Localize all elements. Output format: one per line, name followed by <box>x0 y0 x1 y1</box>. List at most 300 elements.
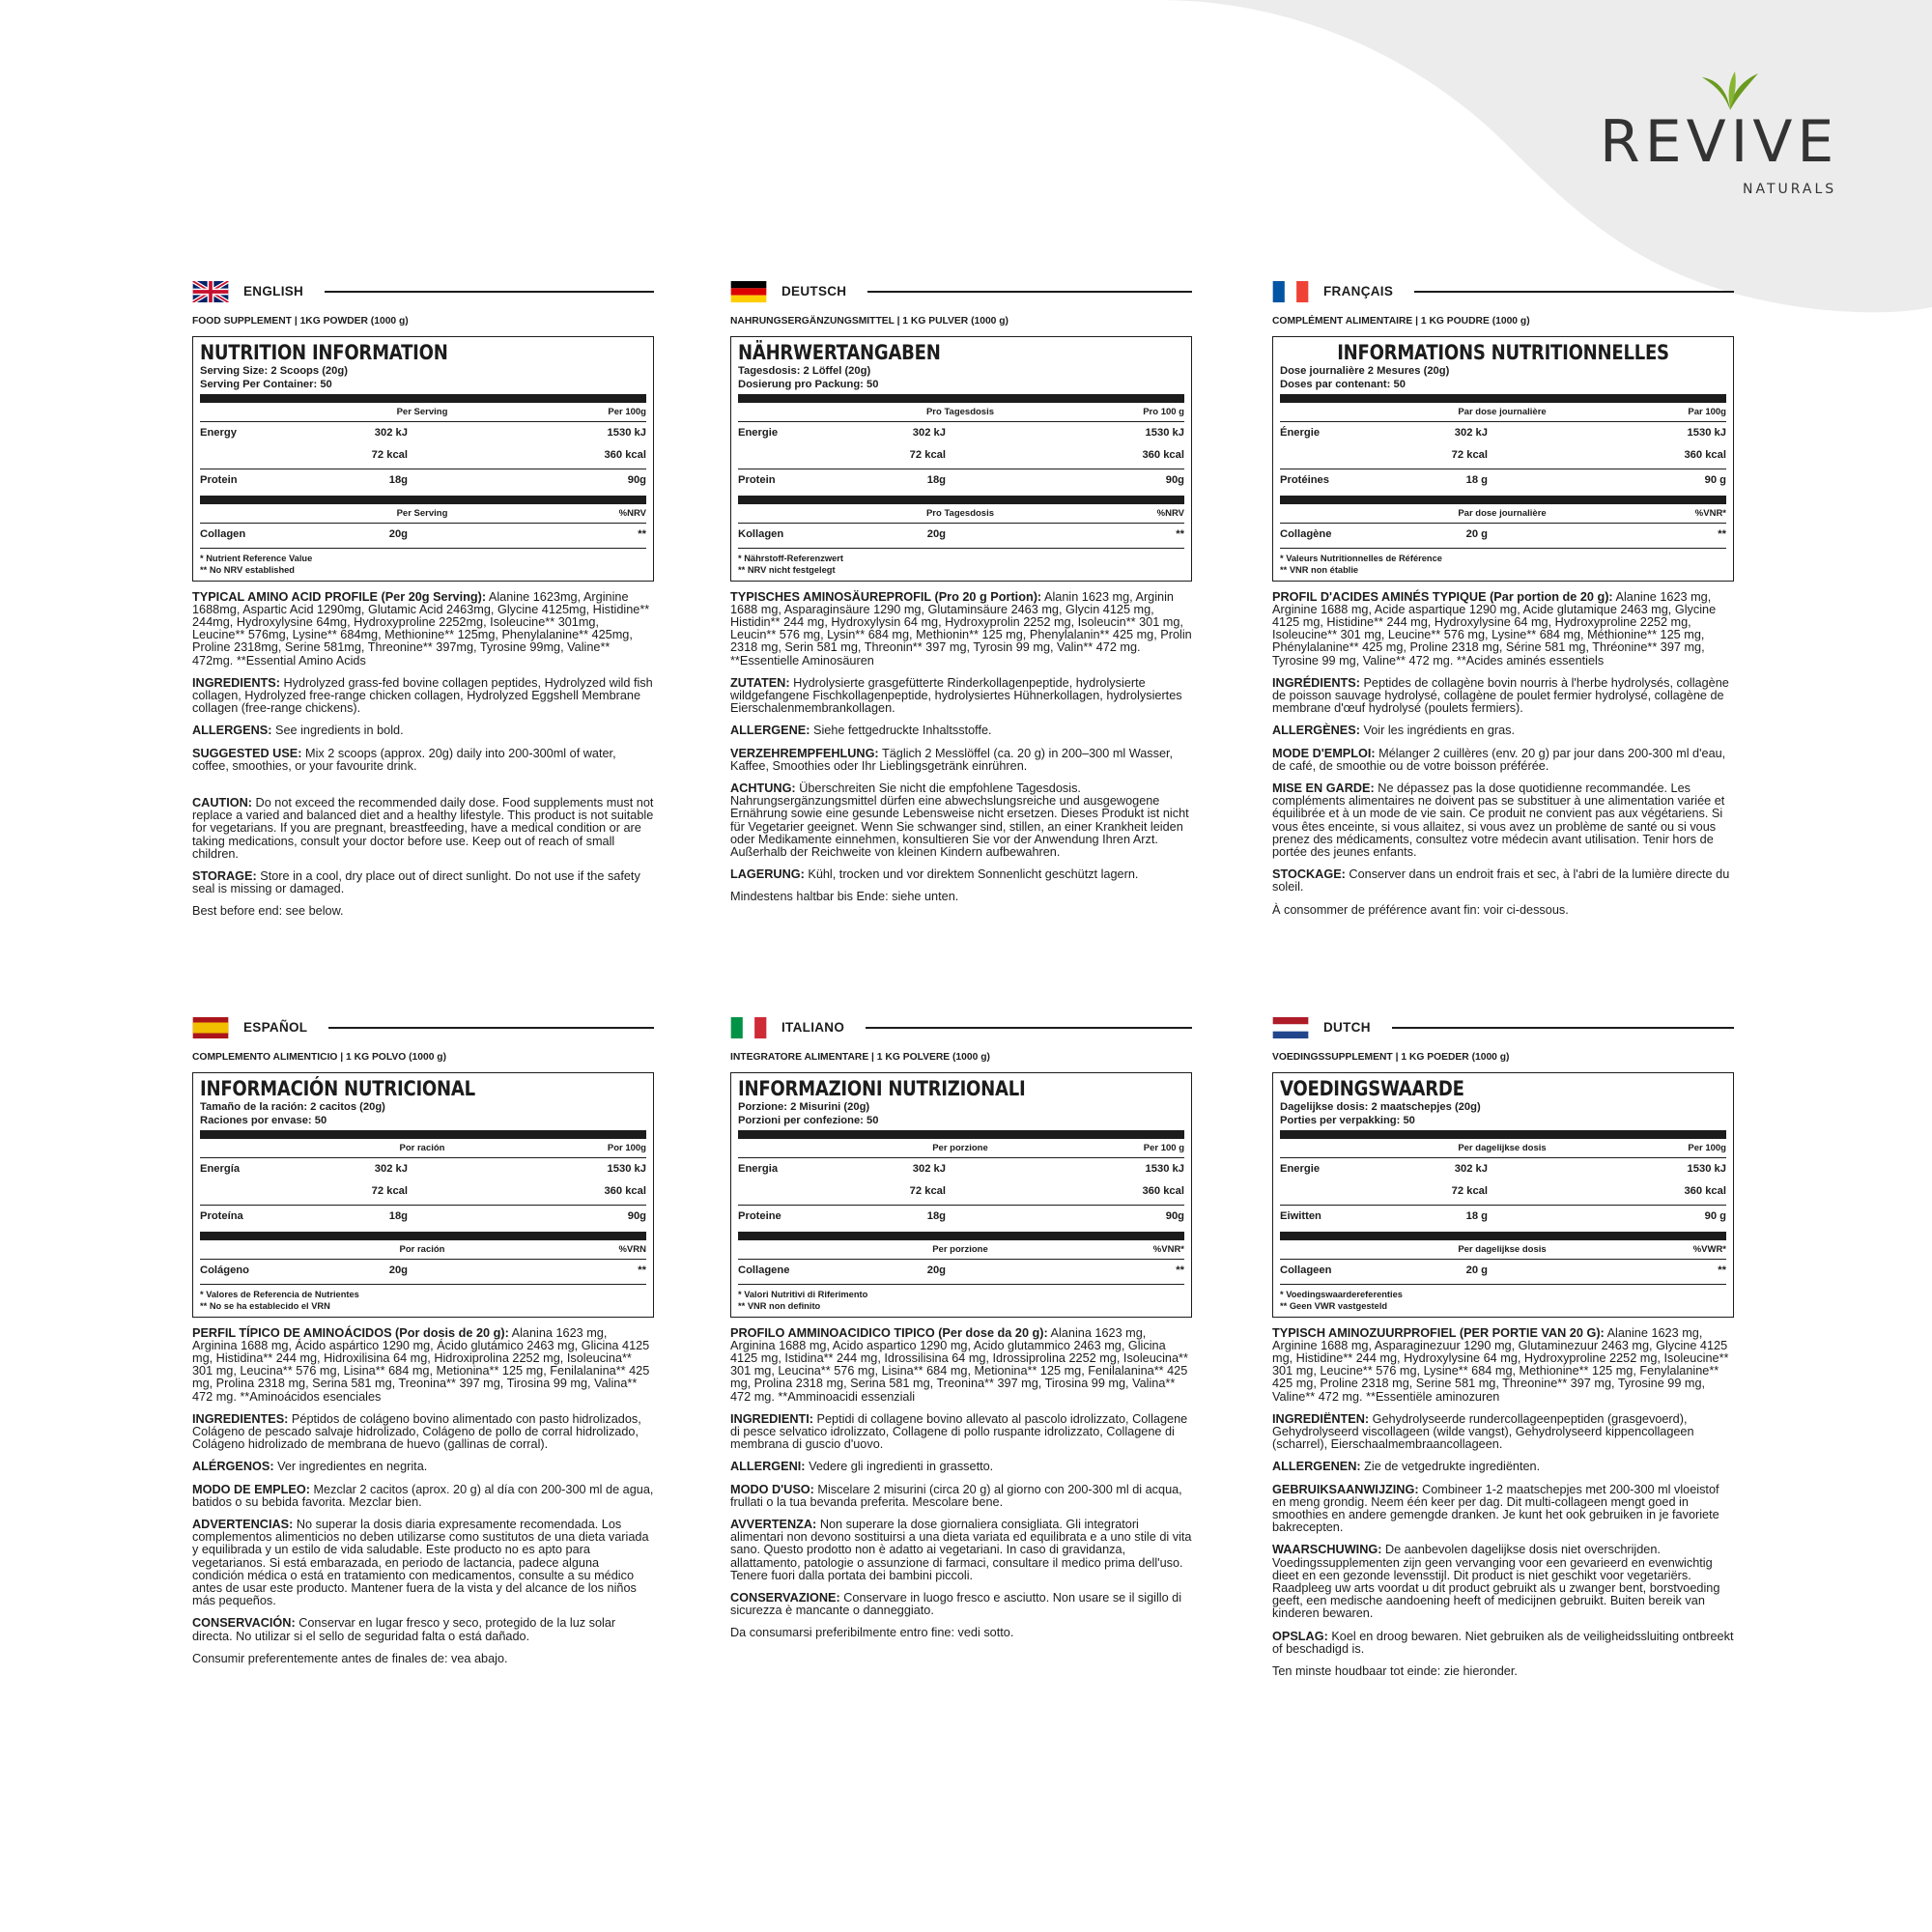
divider <box>738 1259 1184 1260</box>
table-header <box>200 405 646 420</box>
paragraph-heading: ALLERGENI: <box>730 1460 806 1474</box>
paragraph <box>1272 868 1734 894</box>
paragraph-text: Alanin 1623 mg, Arginin 1688 mg, Asparaginsäure 1290 mg, Glutaminsäure 2463 mg, Glycin 4125 mg, Histidin** 244 mg, Hydroxylysin 64 mg, Hydroxyprolin 2252 mg, Isoleucin** 301 mg, Leucin** 576 mg, Lysin** 684 mg, Methionin** 125 mg, Phenylalanin** 425 mg, Prolin 2318 mg, Serin 581 mg, Threonin** 397 mg, Tyrosin 99 mg, Valin** 472 mg. **Essentielle Aminosäuren <box>730 589 1192 668</box>
thick-divider <box>1280 1232 1726 1240</box>
cell: 302 kJ <box>1454 1163 1488 1176</box>
table-header <box>738 506 1184 522</box>
nutrition-panel <box>192 336 654 582</box>
paragraph <box>192 870 654 895</box>
divider <box>866 1027 1192 1029</box>
divider <box>738 1157 1184 1158</box>
row-label: Eiwitten <box>1280 1210 1321 1223</box>
paragraph <box>192 1653 654 1665</box>
paragraph-text: Alanine 1623 mg, Arginine 1688 mg, Acide aspartique 1290 mg, Acide glutamique 2463 mg, Glycine 4125 mg, Histidine** 244 mg, Hydroxylysine 64 mg, Hydroxyproline 2252 mg, Isoleucine** 301 mg, Leucine** 576 mg, Lysine** 684 mg, Méthionine** 125 mg, Phénylalanine** 425 mg, Proline 2318 mg, Sérine 581 mg, Thréonine** 397 mg, Tyrosine 99 mg, Valine** 472 mg. **Acides aminés essentiels <box>1272 589 1717 668</box>
thick-divider <box>200 1130 646 1139</box>
divider <box>200 421 646 422</box>
brand-subtitle: NATURALS <box>1743 182 1837 197</box>
paragraph <box>192 1484 654 1509</box>
flag-it-icon <box>730 1017 767 1038</box>
paragraph-heading: PROFIL D'ACIDES AMINÉS TYPIQUE (Par portion de 20 g): <box>1272 589 1613 604</box>
paragraph-text: Combineer 1-2 maatschepjes met 200-300 ml vloeistof en meng grondig. Neem één keer per dag. Dit multi-collageen mengt goed in smoothies en andere gemengde dranken. Je kunt het ook gebruiken in je favoriete bakrecepten. <box>1272 1482 1719 1535</box>
language-name: ESPAÑOL <box>243 1020 308 1036</box>
header-per-100g: Pro 100 g <box>1143 406 1184 417</box>
thick-divider <box>738 394 1184 403</box>
paragraph-heading: CONSERVAZIONE: <box>730 1590 840 1605</box>
nutrition-panel <box>730 336 1192 582</box>
paragraph-heading: TYPISCHES AMINOSÄUREPROFIL (Pro 20 g Portion): <box>730 589 1042 604</box>
footnote: ** Geen VWR vastgesteld <box>1280 1300 1388 1311</box>
paragraph-text: Koel en droog bewaren. Niet gebruiken als de veiligheidssluiting ontbreekt of beschadigd is. <box>1272 1629 1734 1656</box>
header-per-serving: Per porzione <box>932 1142 988 1153</box>
paragraph-heading: INGRÉDIENTS: <box>1272 675 1360 690</box>
cell: 90g <box>627 474 646 487</box>
panel-title: INFORMACIÓN NUTRICIONAL <box>200 1076 475 1100</box>
footnote: * Nährstoff-Referenzwert <box>738 553 843 563</box>
header-per-100g: Per 100g <box>1688 1142 1726 1153</box>
table-row <box>1280 423 1726 445</box>
thick-divider <box>200 394 646 403</box>
row-label: Energia <box>738 1163 779 1176</box>
paragraph <box>730 591 1192 668</box>
header-nrv: %VNR* <box>1694 507 1726 519</box>
cell: 1530 kJ <box>1145 427 1184 440</box>
footnote: ** NRV nicht festgelegt <box>738 564 836 575</box>
paragraph <box>1272 1413 1734 1452</box>
paragraph <box>730 1592 1192 1617</box>
paragraph <box>1272 904 1734 917</box>
column-de <box>730 280 1192 904</box>
divider <box>738 523 1184 524</box>
paragraph-heading: ALLERGENEN: <box>1272 1460 1361 1474</box>
table-header <box>1280 1141 1726 1156</box>
header-per-serving: Por ración <box>399 1142 445 1153</box>
paragraph <box>192 1327 654 1404</box>
table-row <box>738 445 1184 468</box>
header-per-serving: Per Serving <box>396 507 448 519</box>
cell: 72 kcal <box>1451 1185 1488 1198</box>
table-row <box>200 470 646 493</box>
row-label: Collagène <box>1280 528 1332 541</box>
language-name: ITALIANO <box>781 1020 845 1036</box>
paragraph-text: Mezclar 2 cacitos (aprox. 20 g) al día con 200-300 ml de agua, batidos o su bebida favorita. Mezclar bien. <box>192 1482 654 1509</box>
cell: 1530 kJ <box>607 427 646 440</box>
paragraph-heading: PROFILO AMMINOACIDICO TIPICO (Per dose da 20 g): <box>730 1325 1048 1340</box>
paragraph <box>730 677 1192 716</box>
thick-divider <box>1280 394 1726 403</box>
divider <box>200 1259 646 1260</box>
paragraph-heading: ALLERGENE: <box>730 724 810 738</box>
serving-size: Dose journalière 2 Mesures (20g) <box>1280 364 1450 377</box>
table-row <box>738 1207 1184 1229</box>
cell: 302 kJ <box>1454 427 1488 440</box>
column-en <box>192 280 654 919</box>
thick-divider <box>738 1232 1184 1240</box>
header-nrv: %VRN <box>618 1243 646 1255</box>
table-row <box>1280 1159 1726 1181</box>
cell: 18g <box>926 1210 946 1223</box>
paragraph-text: Péptidos de colágeno bovino alimentado con pasto hidrolizados, Colágeno de pescado salvaje hidrolizado, Colágeno de pollo de corral hidrolizado, Colágeno hidrolizado de membrana de huevo (gallinas de corral). <box>192 1411 641 1452</box>
flag-de-icon <box>730 281 767 302</box>
row-label: Collageen <box>1280 1264 1332 1277</box>
table-row <box>1280 470 1726 493</box>
paragraph-text: Ver ingredientes en negrita. <box>273 1460 428 1474</box>
paragraph-text: Mélanger 2 cuillères (env. 20 g) par jour dans 200-300 ml d'eau, de café, de smoothie ou de votre boisson préférée. <box>1272 746 1726 773</box>
cell: 72 kcal <box>371 1185 408 1198</box>
footnote: * Voedingswaardereferenties <box>1280 1289 1403 1299</box>
language-name: DUTCH <box>1323 1020 1371 1036</box>
cell: 72 kcal <box>909 1185 946 1198</box>
product-subtitle: INTEGRATORE ALIMENTARE | 1 KG POLVERE (1000 g) <box>730 1052 990 1063</box>
paragraph-text: Gehydrolyseerde rundercollageenpeptiden (grasgevoerd), Gehydrolyseerd viscollageen (wilde vangst), Gehydrolyseerd kippencollageen (scharrel), Eierschaalmembraancollageen. <box>1272 1411 1694 1452</box>
paragraph-text: Peptides de collagène bovin nourris à l'herbe hydrolysés, collagène de poisson sauvage hydrolysé, collagène de poulet fermier hydrolysé, collagène de membrane d'œuf hydrolysé (poulets fermiers). <box>1272 675 1729 716</box>
table-row <box>738 423 1184 445</box>
paragraph <box>730 1519 1192 1582</box>
table-row <box>738 1261 1184 1283</box>
paragraph-text: Conservare in luogo fresco e asciutto. Non usare se il sigillo di sicurezza è mancante o danneggiato. <box>730 1590 1182 1618</box>
paragraph <box>192 905 654 918</box>
paragraph <box>730 868 1192 881</box>
paragraph <box>1272 1665 1734 1678</box>
paragraph <box>1272 724 1734 737</box>
paragraph-text: Consumir preferentemente antes de finales de: vea abajo. <box>192 1651 508 1665</box>
cell: 90 g <box>1704 474 1726 487</box>
table-header <box>738 405 1184 420</box>
footnote: ** VNR non établie <box>1280 564 1359 575</box>
footnote: * Valori Nutritivi di Riferimento <box>738 1289 868 1299</box>
thick-divider <box>1280 496 1726 504</box>
row-label: Colágeno <box>200 1264 249 1277</box>
divider <box>1280 1205 1726 1206</box>
footnote: * Nutrient Reference Value <box>200 553 313 563</box>
cell: 302 kJ <box>912 1163 946 1176</box>
table-row <box>200 423 646 445</box>
row-label: Protéines <box>1280 474 1329 487</box>
table-header <box>1280 1242 1726 1258</box>
table-header <box>1280 506 1726 522</box>
row-label: Energía <box>200 1163 241 1176</box>
divider <box>1280 1259 1726 1260</box>
column-it <box>730 1016 1192 1640</box>
paragraph-heading: CAUTION: <box>192 795 253 810</box>
paragraph-text: Ten minste houdbaar tot einde: zie hieronder. <box>1272 1663 1518 1678</box>
paragraph-heading: INGREDIENTES: <box>192 1411 289 1426</box>
cell: 20g <box>388 1264 408 1277</box>
paragraph <box>1272 1327 1734 1404</box>
divider <box>1280 1284 1726 1285</box>
row-label: Kollagen <box>738 528 784 541</box>
cell: 72 kcal <box>371 449 408 462</box>
table-row <box>200 1207 646 1229</box>
cell: 18 g <box>1465 1210 1488 1223</box>
paragraph <box>192 677 654 716</box>
paragraph-heading: STOCKAGE: <box>1272 867 1346 882</box>
cell: ** <box>1718 1264 1726 1277</box>
paragraph <box>730 748 1192 773</box>
table-row <box>738 1159 1184 1181</box>
servings-per-container: Doses par contenant: 50 <box>1280 378 1406 390</box>
header-per-serving: Par dose journalière <box>1458 507 1547 519</box>
table-row <box>738 470 1184 493</box>
table-row <box>1280 1261 1726 1283</box>
paragraph-heading: ALÉRGENOS: <box>192 1460 274 1474</box>
paragraph-heading: ALLERGÈNES: <box>1272 724 1360 738</box>
cell: ** <box>1176 528 1184 541</box>
paragraph <box>1272 591 1734 668</box>
footnote: * Valeurs Nutritionnelles de Référence <box>1280 553 1442 563</box>
cell: 72 kcal <box>909 449 946 462</box>
paragraph-heading: ALLERGENS: <box>192 724 272 738</box>
paragraph-text: Vedere gli ingredienti in grassetto. <box>805 1460 994 1474</box>
cell: ** <box>638 1264 646 1277</box>
paragraph-text: Conservar en lugar fresco y seco, protegido de la luz solar directa. No utilizar si el sello de seguridad falta o está dañado. <box>192 1616 616 1643</box>
cell: 72 kcal <box>1451 449 1488 462</box>
footnote: ** VNR non definito <box>738 1300 821 1311</box>
serving-size: Tamaño de la ración: 2 cacitos (20g) <box>200 1100 385 1113</box>
column-es <box>192 1016 654 1665</box>
divider <box>200 1284 646 1285</box>
divider <box>867 291 1192 293</box>
paragraph-heading: MODO D'USO: <box>730 1482 814 1496</box>
divider <box>328 1027 654 1029</box>
header-nrv: %VNR* <box>1152 1243 1184 1255</box>
divider <box>200 1157 646 1158</box>
paragraph-heading: ADVERTENCIAS: <box>192 1517 294 1531</box>
serving-size: Dagelijkse dosis: 2 maatschepjes (20g) <box>1280 1100 1481 1113</box>
paragraph-heading: OPSLAG: <box>1272 1629 1328 1643</box>
paragraph-heading: WAARSCHUWING: <box>1272 1543 1382 1557</box>
cell: 360 kcal <box>1684 449 1726 462</box>
paragraph <box>730 891 1192 903</box>
header-per-100g: Per 100 g <box>1143 1142 1184 1153</box>
row-label: Collagene <box>738 1264 790 1277</box>
header-nrv: %NRV <box>618 507 646 519</box>
cell: 18g <box>388 474 408 487</box>
cell: 20g <box>926 1264 946 1277</box>
paragraph <box>730 724 1192 737</box>
divider <box>1280 1157 1726 1158</box>
divider <box>1280 548 1726 549</box>
flag-es-icon <box>192 1017 229 1038</box>
panel-title: INFORMATIONS NUTRITIONNELLES <box>1337 340 1669 364</box>
paragraph <box>730 1484 1192 1509</box>
servings-per-container: Porties per verpakking: 50 <box>1280 1114 1415 1126</box>
table-header <box>200 1242 646 1258</box>
header-per-serving: Pro Tagesdosis <box>925 406 995 417</box>
header-per-serving: Per porzione <box>932 1243 988 1255</box>
panel-title: NÄHRWERTANGABEN <box>738 340 941 364</box>
cell: ** <box>1176 1264 1184 1277</box>
cell: 302 kJ <box>912 427 946 440</box>
paragraph-text: Store in a cool, dry place out of direct sunlight. Do not use if the safety seal is missing or damaged. <box>192 868 640 896</box>
header-per-serving: Por ración <box>399 1243 445 1255</box>
divider <box>325 291 654 293</box>
cell: 18g <box>926 474 946 487</box>
paragraph <box>730 1327 1192 1404</box>
header-per-serving: Per dagelijkse dosis <box>1458 1243 1547 1255</box>
paragraph <box>192 1461 654 1473</box>
paragraph-text: Miscelare 2 misurini (circa 20 g) al giorno con 200-300 ml di acqua, frullati o la tua bevanda preferita. Mescolare bene. <box>730 1482 1182 1509</box>
language-name: FRANÇAIS <box>1323 284 1394 299</box>
language-header <box>1272 1016 1734 1039</box>
paragraph-text: Conserver dans un endroit frais et sec, à l'abri de la lumière directe du soleil. <box>1272 867 1730 895</box>
header-per-serving: Pro Tagesdosis <box>925 507 995 519</box>
nutrition-panel <box>730 1072 1192 1318</box>
paragraph <box>192 591 654 668</box>
paragraph-heading: TYPICAL AMINO ACID PROFILE (Per 20g Serving): <box>192 589 487 604</box>
cell: 302 kJ <box>374 427 408 440</box>
row-label: Energie <box>738 427 779 440</box>
serving-size: Serving Size: 2 Scoops (20g) <box>200 364 348 377</box>
paragraph <box>1272 782 1734 859</box>
paragraph-heading: ACHTUNG: <box>730 781 796 795</box>
header-per-100g: Por 100g <box>607 1142 646 1153</box>
cell: ** <box>638 528 646 541</box>
product-subtitle: COMPLEMENTO ALIMENTICIO | 1 KG POLVO (1000 g) <box>192 1052 446 1063</box>
table-row <box>738 525 1184 547</box>
paragraph-text: De aanbevolen dagelijkse dosis niet overschrijden. Voedingssupplementen zijn geen vervanging voor een gevarieerd en evenwichtig dieet en een gezonde levensstijl. Dit product is niet geschikt voor vegetariërs. Raadpleeg uw arts voordat u dit product gebruikt als u zwanger bent, borstvoeding geeft, een medische aandoening heeft of medicijnen gebruikt. Buiten bereik van kinderen bewaren. <box>1272 1543 1720 1621</box>
paragraph-text: Alanina 1623 mg, Arginina 1688 mg, Acido aspartico 1290 mg, Acido glutammico 2463 mg, Glicina 4125 mg, Istidina** 244 mg, Idrossilisina 64 mg, Idrossiprolina 2252 mg, Isoleucina** 301 mg, Leucina** 576 mg, Lisina** 684 mg, Metionina** 125 mg, Fenilalanina** 425 mg, Prolina 2318 mg, Serina 581 mg, Treonina** 397 mg, Tirosina 99 mg, Valina** 472 mg. **Amminoacidi essenziali <box>730 1325 1188 1404</box>
paragraph-text: Ne dépassez pas la dose quotidienne recommandée. Les compléments alimentaires ne doivent pas se substituer à une alimentation variée et équilibrée et à un mode de vie sain. Ce produit ne convient pas aux végétariens. Si vous êtes enceinte, si vous allaitez, si vous avez un problème de santé ou si vous prenez des médicaments, consultez votre médecin avant utilisation. Tenir hors de portée des jeunes enfants. <box>1272 781 1725 859</box>
paragraph <box>730 1413 1192 1452</box>
paragraph <box>1272 1461 1734 1473</box>
paragraph-text: Peptidi di collagene bovino allevato al pascolo idrolizzato, Collagene di pesce selvatico idrolizzato, Collagene di pollo ruspante idrolizzato, Collagene di membrana di guscio d'uovo. <box>730 1411 1188 1452</box>
thick-divider <box>1280 1130 1726 1139</box>
paragraph-text: Voir les ingrédients en gras. <box>1359 724 1516 738</box>
table-header <box>738 1242 1184 1258</box>
cell: 1530 kJ <box>607 1163 646 1176</box>
divider <box>738 1205 1184 1206</box>
table-header <box>1280 405 1726 420</box>
product-subtitle: FOOD SUPPLEMENT | 1KG POWDER (1000 g) <box>192 316 409 327</box>
table-header <box>200 506 646 522</box>
cell: 360 kcal <box>1142 1185 1184 1198</box>
paragraph <box>192 724 654 737</box>
table-row <box>738 1181 1184 1204</box>
serving-size: Tagesdosis: 2 Löffel (20g) <box>738 364 871 377</box>
nutrition-panel <box>1272 1072 1734 1318</box>
divider <box>1392 1027 1734 1029</box>
paragraph <box>1272 1631 1734 1656</box>
table-row <box>1280 1181 1726 1204</box>
product-subtitle: VOEDINGSSUPPLEMENT | 1 KG POEDER (1000 g) <box>1272 1052 1510 1063</box>
cell: 1530 kJ <box>1687 1163 1726 1176</box>
servings-per-container: Raciones por envase: 50 <box>200 1114 327 1126</box>
paragraph-heading: GEBRUIKSAANWIJZING: <box>1272 1482 1419 1496</box>
paragraph-text: Täglich 2 Messlöffel (ca. 20 g) in 200–300 ml Wasser, Kaffee, Smoothies oder Ihr Lieblingsgetränk einrühren. <box>730 746 1174 773</box>
paragraph-heading: INGREDIENTI: <box>730 1411 813 1426</box>
paragraph-text: Alanine 1623 mg, Arginine 1688 mg, Asparaginezuur 1290 mg, Glutaminezuur 2463 mg, Glycine 4125 mg, Histidine** 244 mg, Hydroxylysine 64 mg, Hydroxyproline 2252 mg, Isoleucine** 301 mg, Leucine** 576 mg, Lysine** 684 mg, Methionine** 125 mg, Fenylalanine** 425 mg, Proline 2318 mg, Serine 581 mg, Threonine** 397 mg, Tyrosine 99 mg, Valine** 472 mg. **Essentiële aminozuren <box>1272 1325 1729 1404</box>
divider <box>738 1284 1184 1285</box>
paragraph-heading: TYPISCH AMINOZUURPROFIEL (PER PORTIE VAN 20 G): <box>1272 1325 1605 1340</box>
paragraph-heading: AVVERTENZA: <box>730 1517 817 1531</box>
paragraph <box>192 1519 654 1607</box>
cell: 1530 kJ <box>1145 1163 1184 1176</box>
paragraph <box>192 1413 654 1452</box>
paragraph-heading: MISE EN GARDE: <box>1272 781 1375 795</box>
language-header <box>192 280 654 303</box>
language-header <box>1272 280 1734 303</box>
paragraph-text: No superar la dosis diaria expresamente recomendada. Los complementos alimenticios no deben utilizarse como sustitutos de una dieta variada y equilibrada y un estilo de vida saludable. Este producto no es apto para vegetarianos. Si está embarazada, en periodo de lactancia, padece alguna condición médica o está en tratamiento con medicamentos, consulte a su médico antes de usar este producto. Mantener fuera de la vista y del alcance de los niños más pequeños. <box>192 1517 649 1608</box>
leaf-logo-icon <box>1698 70 1762 112</box>
language-name: ENGLISH <box>243 284 304 299</box>
paragraph-text: Mindestens haltbar bis Ende: siehe unten. <box>730 890 959 904</box>
paragraph-text: À consommer de préférence avant fin: voir ci-dessous. <box>1272 902 1569 917</box>
row-label: Energie <box>1280 1163 1321 1176</box>
header-nrv: %NRV <box>1156 507 1184 519</box>
header-nrv: %VWR* <box>1692 1243 1726 1255</box>
header-per-serving: Per dagelijkse dosis <box>1458 1142 1547 1153</box>
paragraph-text: Non superare la dose giornaliera consigliata. Gli integratori alimentari non devono sostituirsi a una dieta variata ed equilibrata e a uno stile di vita sano. Questo prodotto non è adatto ai vegetariani. In caso di gravidanza, allattamento, patologie o assunzione di farmaci, consultare il medico prima dell'uso. Tenere fuori dalla portata dei bambini piccoli. <box>730 1517 1192 1582</box>
column-nl <box>1272 1016 1734 1678</box>
row-label: Energy <box>200 427 237 440</box>
panel-title: VOEDINGSWAARDE <box>1280 1076 1464 1100</box>
paragraph-text: Hydrolysierte grasgefütterte Rinderkollagenpeptide, hydrolysierte wildgefangene Fischkollagenpeptide, hydrolysiertes Hühnerkollagen, hydrolysiertes Eierschalenmembrankollagen. <box>730 675 1182 716</box>
paragraph <box>1272 748 1734 773</box>
header-per-serving: Par dose journalière <box>1458 406 1547 417</box>
divider <box>200 523 646 524</box>
paragraph-heading: INGREDIËNTEN: <box>1272 1411 1370 1426</box>
divider <box>200 548 646 549</box>
footnote: ** No se ha establecido el VRN <box>200 1300 330 1311</box>
language-header <box>192 1016 654 1039</box>
paragraph-heading: LAGERUNG: <box>730 867 805 882</box>
cell: 360 kcal <box>1142 449 1184 462</box>
servings-per-container: Serving Per Container: 50 <box>200 378 332 390</box>
servings-per-container: Dosierung pro Packung: 50 <box>738 378 879 390</box>
paragraph-text: Alanine 1623mg, Arginine 1688mg, Aspartic Acid 1290mg, Glutamic Acid 2463mg, Glycine 4125mg, Histidine** 244mg, Hydroxylysine 64mg, Hydroxyproline 2252mg, Isoleucine** 301mg, Leucine** 576mg, Lysine** 684mg, Methionine** 125mg, Phenylalanine** 425mg, Proline 2318mg, Serine 581mg, Threonine** 397mg, Tyrosine 99mg, Valine** 472mg. **Essential Amino Acids <box>192 589 650 668</box>
cell: 360 kcal <box>1684 1185 1726 1198</box>
paragraph <box>1272 1544 1734 1620</box>
paragraph-heading: ZUTATEN: <box>730 675 790 690</box>
paragraph-heading: INGREDIENTS: <box>192 675 280 690</box>
table-row <box>1280 445 1726 468</box>
divider <box>738 421 1184 422</box>
row-label: Énergie <box>1280 427 1321 440</box>
paragraph <box>730 1627 1192 1639</box>
cell: ** <box>1718 528 1726 541</box>
product-subtitle: NAHRUNGSERGÄNZUNGSMITTEL | 1 KG PULVER (1000 g) <box>730 316 1009 327</box>
column-fr <box>1272 280 1734 917</box>
header-per-100g: Par 100g <box>1688 406 1726 417</box>
cell: 1530 kJ <box>1687 427 1726 440</box>
nutrition-panel <box>1272 336 1734 582</box>
paragraph-text: Best before end: see below. <box>192 904 344 919</box>
paragraph-text: Hydrolyzed grass-fed bovine collagen peptides, Hydrolyzed wild fish collagen, Hydrolyzed free-range chicken collagen, Hydrolyzed Eggshell Membrane collagen (free-range chickens). <box>192 675 653 716</box>
cell: 90 g <box>1704 1210 1726 1223</box>
paragraph-text: Überschreiten Sie nicht die empfohlene Tagesdosis. Nahrungsergänzungsmittel dürfen eine abwechslungsreiche und ausgewogene Ernährung sowie eine gesunde Lebensweise nicht ersetzen. Dieses Produkt ist nicht für Vegetarier geeignet. Wenn Sie schwanger sind, stillen, an einer Krankheit leiden oder Medikamente einnehmen, konsultieren Sie vor der Anwendung Ihren Arzt. Außerhalb der Reichweite von kleinen Kindern aufbewahren. <box>730 781 1189 859</box>
paragraph-heading: MODO DE EMPLEO: <box>192 1482 310 1496</box>
language-name: DEUTSCH <box>781 284 847 299</box>
table-row <box>200 1261 646 1283</box>
table-row <box>200 525 646 547</box>
paragraph-text: Alanina 1623 mg, Arginina 1688 mg, Ácido aspártico 1290 mg, Ácido glutámico 2463 mg, Glicina 4125 mg, Histidina** 244 mg, Hidroxilisina 64 mg, Hidroxiprolina 2252 mg, Isoleucina** 301 mg, Leucina** 576 mg, Lisina** 684 mg, Metionina** 125 mg, Fenilalanina** 425 mg, Prolina 2318 mg, Serina 581 mg, Treonina** 397 mg, Tirosina 99 mg, Valina** 472 mg. **Aminoácidos esenciales <box>192 1325 650 1404</box>
table-header <box>738 1141 1184 1156</box>
row-label: Proteine <box>738 1210 781 1223</box>
paragraph <box>192 1617 654 1642</box>
header-per-100g: Per 100g <box>608 406 646 417</box>
product-subtitle: COMPLÉMENT ALIMENTAIRE | 1 KG POUDRE (1000 g) <box>1272 316 1530 327</box>
paragraph-heading: PERFIL TÍPICO DE AMINOÁCIDOS (Por dosis de 20 g): <box>192 1325 509 1340</box>
servings-per-container: Porzioni per confezione: 50 <box>738 1114 879 1126</box>
divider <box>1414 291 1734 293</box>
paragraph <box>1272 1484 1734 1535</box>
language-header <box>730 280 1192 303</box>
panel-title: NUTRITION INFORMATION <box>200 340 448 364</box>
row-label: Proteína <box>200 1210 243 1223</box>
paragraph-text: Siehe fettgedruckte Inhaltsstoffe. <box>810 724 992 738</box>
paragraph-text: Da consumarsi preferibilmente entro fine: vedi sotto. <box>730 1626 1014 1640</box>
cell: 18 g <box>1465 474 1488 487</box>
